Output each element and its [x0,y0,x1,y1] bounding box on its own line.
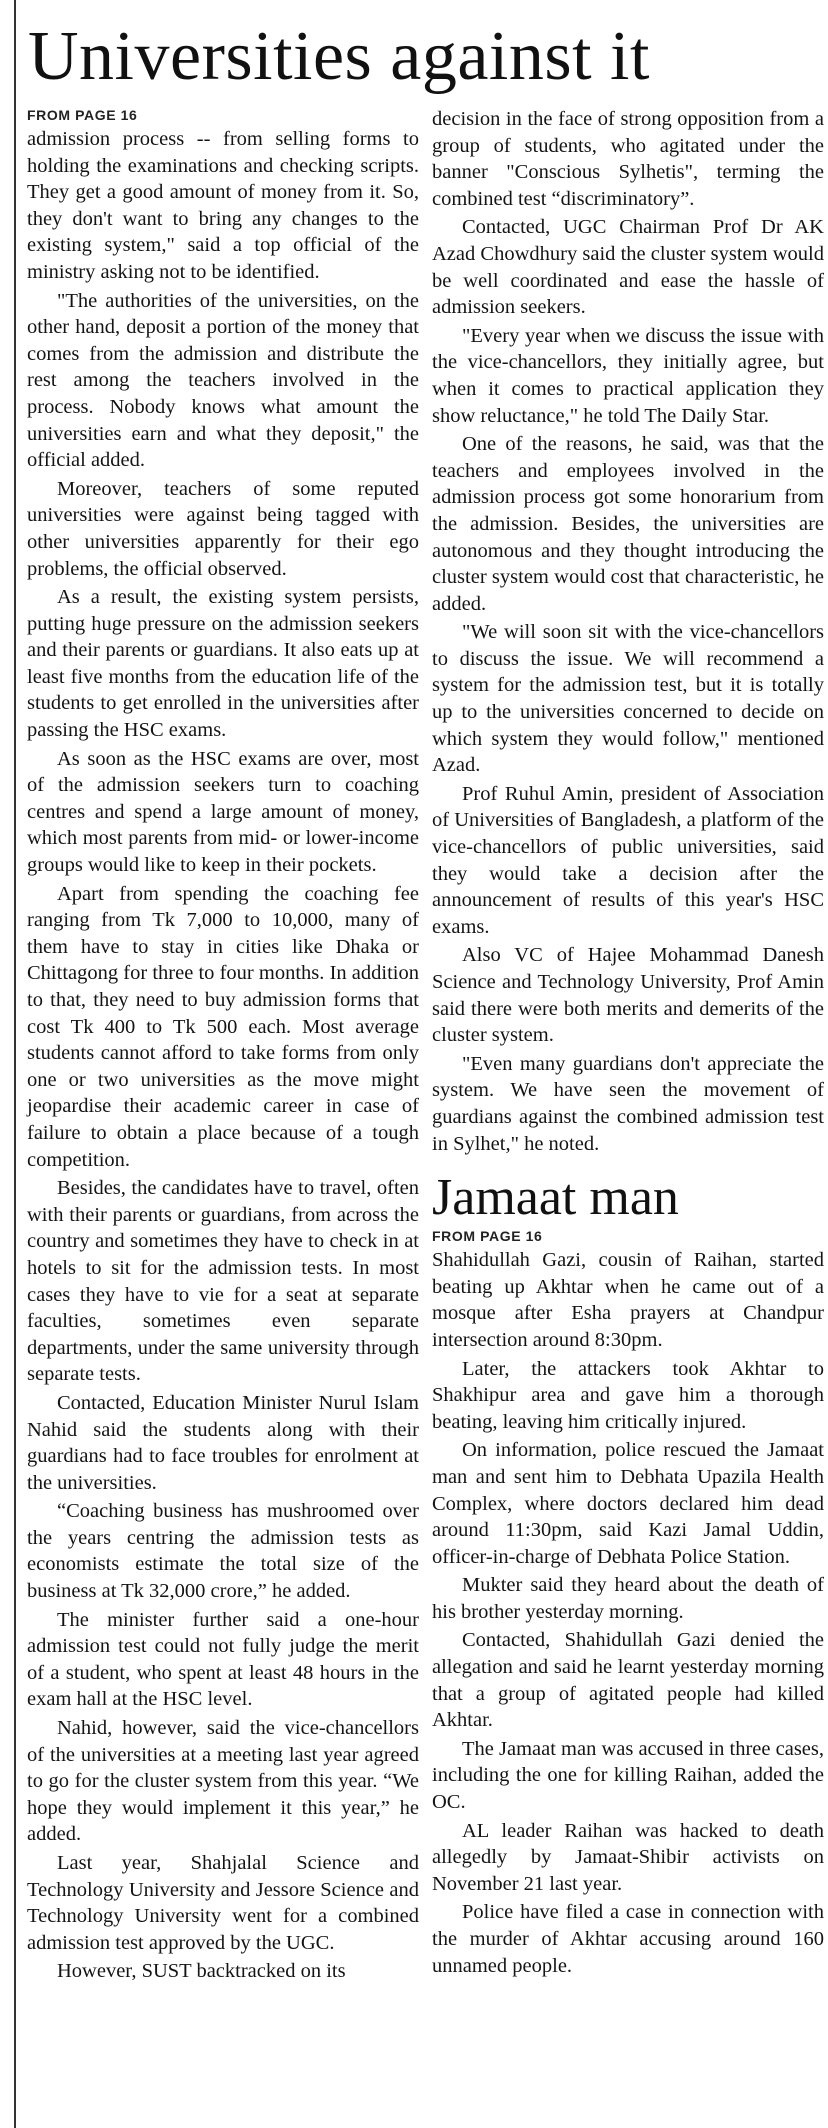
headline-universities: Universities against it [28,18,650,95]
paragraph: The Jamaat man was accused in three cases, including the one for killing Raihan, added the OC. [432,1737,825,1814]
headline-jamaat-man: Jamaat man [432,1169,679,1227]
paragraph: Besides, the candidates have to travel, often with their parents or guardians, from across the country and sometimes they have to check in at hotels to sit for the admission tests. In most cases they have to vie for a seat at separate faculties, sometimes even separate departments, under the same university through separate tests. [27,1177,419,1386]
paragraph: "Even many guardians don't appreciate the system. We have seen the movement of guardians against the combined admission test in Sylhet," he noted. [432,1052,824,1155]
paragraph: "The authorities of the universities, on the other hand, deposit a portion of the money that comes from the admission and distribute the rest among the teachers involved in the process. Nobody knows what amount the universities earn and what they deposit," the official added. [27,289,419,472]
paragraph: Last year, Shahjalal Science and Technology University and Jessore Science and Technology University went for a combined admission test approved by the UGC. [27,1852,419,1954]
paragraph: Later, the attackers took Akhtar to Shakhipur area and gave him a thorough beating, leaving him critically injured. [432,1357,824,1433]
paragraph: Contacted, Education Minister Nurul Islam Nahid said the students along with their guardians had to face troubles for enrolment at the universities. [27,1391,419,1494]
article-column-left [27,104,419,1987]
paragraph: On information, police rescued the Jamaat man and sent him to Debhata Upazila Health Complex, where doctors declared him dead around 11:30pm, said Kazi Jamal Uddin, officer-in-charge of Debhata Police Station. [432,1439,824,1568]
paragraph: One of the reasons, he said, was that the teachers and employees involved in the admission process got some honorarium from the admission. Besides, the universities are autonomous and they thought introducing the cluster system would cost that characteristic, he added. [432,433,824,615]
paragraph: Nahid, however, said the vice-chancellors of the universities at a meeting last year agreed to go for the cluster system from this year. “We hope they would implement it this year,” he added. [27,1717,419,1846]
paragraph: Contacted, Shahidullah Gazi denied the allegation and said he learnt yesterday morning that a group of agitated people had killed Akhtar. [432,1629,824,1732]
paragraph: "Every year when we discuss the issue with the vice-chancellors, they initially agree, but when it comes to practical application they show reluctance," he told The Daily Star. [432,324,824,427]
paragraph: As soon as the HSC exams are over, most of the admission seekers turn to coaching centres and spend a large amount of money, which most parents from mid- or lower-income groups would like to keep in their pockets. [27,747,419,877]
column-rule [14,0,16,2128]
paragraph: AL leader Raihan was hacked to death allegedly by Jamaat-Shibir activists on November 21 last year. [432,1819,824,1895]
jump-line: FROM PAGE 16 [27,107,138,123]
paragraph: As a result, the existing system persists, putting huge pressure on the admission seekers and their parents or guardians. It also eats up at least five months from the education life of the students to get enrolled in the universities after passing the HSC exams. [27,586,419,742]
paragraph: Also VC of Hajee Mohammad Danesh Science and Technology University, Prof Amin said there were both merits and demerits of the cluster system. [432,944,824,1047]
paragraph: Apart from spending the coaching fee ranging from Tk 7,000 to 10,000, many of them have to stay in cities like Dhaka or Chittagong for three to four months. In addition to that, they need to buy admission forms that cost Tk 400 to Tk 500 each. Most average students cannot afford to take forms from only one or two universities as the move might jeopardise their academic career in case of failure to obtain a place because of a tough competition. [27,882,419,1171]
article-column-right [432,106,824,1981]
paragraph: decision in the face of strong opposition from a group of students, who agitated under the banner "Conscious Sylhetis", terming the combined test “discriminatory”. [432,108,824,210]
paragraph: Moreover, teachers of some reputed universities were against being tagged with other universities apparently for their ego problems, the official observed. [27,477,419,580]
paragraph: Mukter said they heard about the death of his brother yesterday morning. [432,1574,824,1623]
paragraph: Police have filed a case in connection with the murder of Akhtar accusing around 160 unnamed people. [432,1901,824,1977]
paragraph: The minister further said a one-hour admission test could not fully judge the merit of a student, who spent at least 48 hours in the exam hall at the HSC level. [27,1608,419,1711]
jump-line: FROM PAGE 16 [432,1228,543,1245]
paragraph: Prof Ruhul Amin, president of Association of Universities of Bangladesh, a platform of the vice-chancellors of public universities, said they would take a decision after the announcement of results of this year's HSC exams. [432,782,824,938]
paragraph: Shahidullah Gazi, cousin of Raihan, started beating up Akhtar when he came out of a mosque after Esha prayers at Chandpur intersection around 8:30pm. [432,1249,824,1351]
paragraph: However, SUST backtracked on its [57,1960,346,1983]
paragraph: "We will soon sit with the vice-chancellors to discuss the issue. We will recommend a system for the admission test, but it is totally up to the universities concerned to decide on which system they would follow," mentioned Azad. [432,621,824,777]
paragraph: admission process -- from selling forms to holding the examinations and checking scripts. They get a good amount of money from it. So, they don't want to bring any changes to the existing system," said a top official of the ministry asking not to be identified. [27,128,419,283]
paragraph: “Coaching business has mushroomed over the years centring the admission tests as economists estimate the total size of the business at Tk 32,000 crore,” he added. [27,1500,419,1603]
paragraph: Contacted, UGC Chairman Prof Dr AK Azad Chowdhury said the cluster system would be well coordinated and ease the hassle of admission seekers. [432,216,824,319]
